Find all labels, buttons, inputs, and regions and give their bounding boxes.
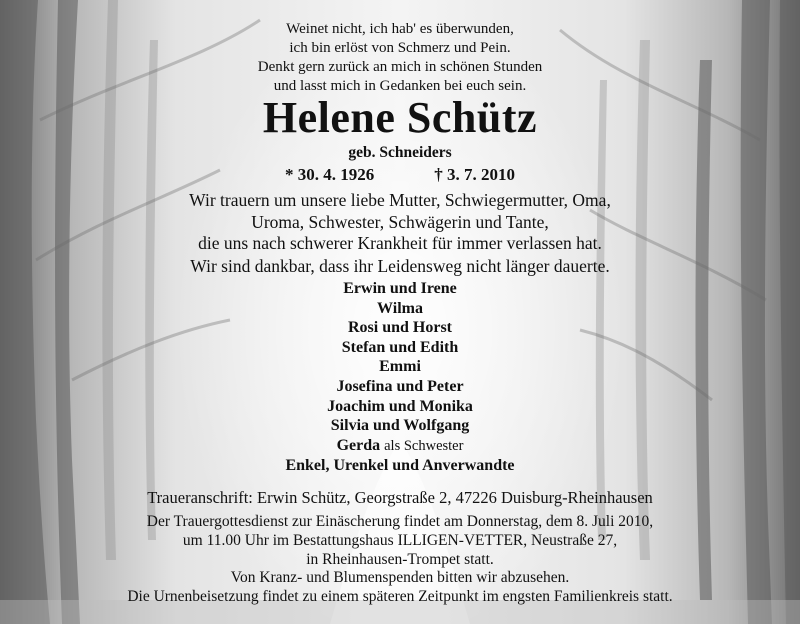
- poem-line: ich bin erlöst von Schmerz und Pein.: [289, 40, 511, 56]
- urn-burial-note: Die Urnenbeisetzung findet zu einem späteren Zeitpunkt im engsten Familienkreis statt.: [127, 588, 673, 605]
- death-date: † 3. 7. 2010: [434, 165, 515, 184]
- mourning-line: die uns nach schwerer Krankheit für immer verlassen hat.: [198, 233, 602, 253]
- family-member-sister: [0, 436, 800, 457]
- flowers-note: Von Kranz- und Blumenspenden bitten wir abzusehen.: [230, 569, 570, 586]
- family-member: Josefina und Peter: [336, 377, 464, 395]
- family-list: [0, 279, 800, 476]
- family-member: Stefan und Edith: [341, 338, 459, 356]
- birth-date: * 30. 4. 1926: [285, 165, 375, 184]
- family-others: Enkel, Urenkel und Anverwandte: [285, 457, 515, 475]
- gratitude-text: Wir sind dankbar, dass ihr Leidensweg nicht länger dauerte.: [190, 256, 610, 276]
- service-line: Der Trauergottesdienst zur Einäscherung findet am Donnerstag, dem 8. Juli 2010,: [146, 513, 654, 530]
- poem-line: Weinet nicht, ich hab' es überwunden,: [286, 21, 514, 37]
- family-member: Emmi: [379, 358, 421, 376]
- mourning-address: Traueranschrift: Erwin Schütz, Georgstraße 2, 47226 Duisburg-Rheinhausen: [147, 488, 653, 507]
- service-line: um 11.00 Uhr im Bestattungshaus ILLIGEN-VETTER, Neustraße 27,: [182, 532, 618, 549]
- mourning-line: Uroma, Schwester, Schwägerin und Tante,: [251, 211, 549, 232]
- poem-line: Denkt gern zurück an mich in schönen Stunden: [257, 59, 543, 75]
- poem-line: und lasst mich in Gedanken bei euch sein.: [273, 78, 527, 94]
- family-member: Rosi und Horst: [347, 319, 453, 337]
- service-info: [0, 512, 800, 569]
- family-member: Erwin und Irene: [343, 280, 457, 297]
- sister-relation: als Schwester: [384, 437, 464, 454]
- family-member: Silvia und Wolfgang: [330, 417, 470, 435]
- mourning-text: [0, 190, 800, 255]
- poem: [0, 20, 800, 96]
- mourning-line: Wir trauern um unsere liebe Mutter, Schwiegermutter, Oma,: [189, 190, 611, 210]
- family-member: Wilma: [377, 299, 423, 317]
- life-dates: [0, 164, 800, 186]
- maiden-name: geb. Schneiders: [348, 144, 452, 161]
- family-member: Joachim und Monika: [327, 397, 473, 415]
- service-line: in Rheinhausen-Trompet statt.: [306, 551, 494, 568]
- sister-name: Gerda: [336, 436, 381, 454]
- deceased-name: Helene Schütz: [262, 93, 538, 142]
